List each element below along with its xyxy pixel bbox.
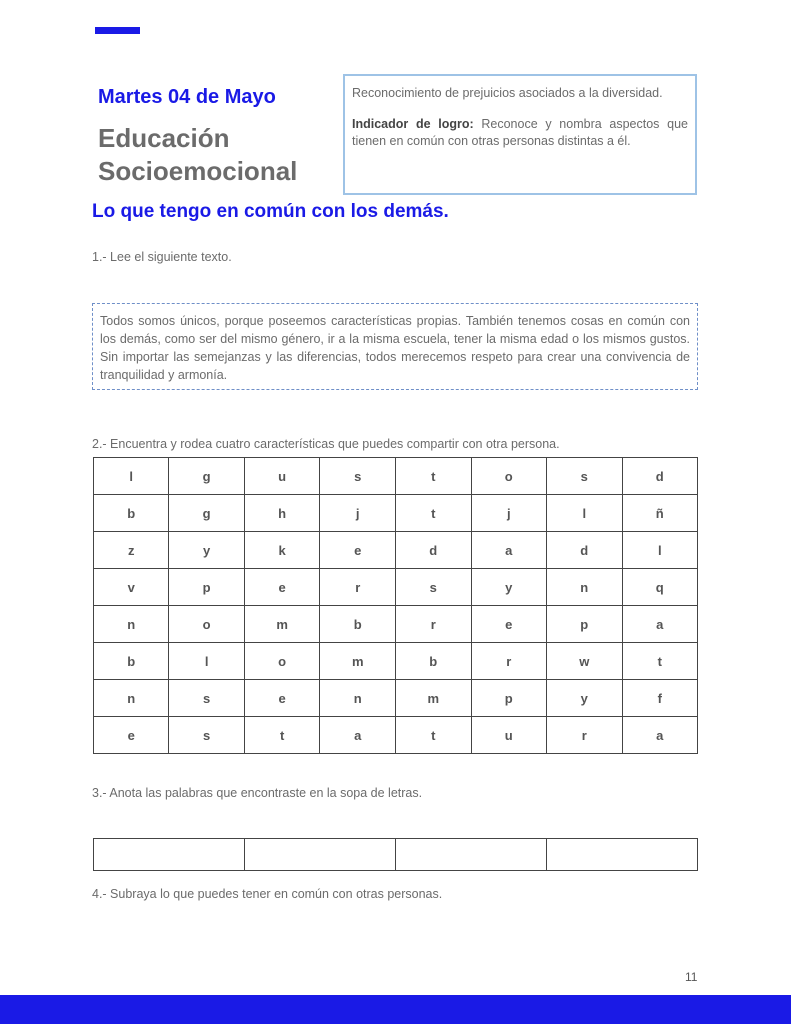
reading-text-box: Todos somos únicos, porque poseemos características propias. También tenemos cosas en común con los demás, como ser del mismo género, ir a la misma escuela, tener la misma edad o los mismos gustos. Sin importar las semejanzas y las diferencias, todos merecemos respeto para crear una convivencia de tranquilidad y armonía. bbox=[92, 303, 698, 390]
grid-cell[interactable]: e bbox=[244, 680, 320, 717]
grid-cell[interactable]: b bbox=[94, 495, 169, 532]
grid-cell[interactable]: m bbox=[244, 606, 320, 643]
purpose-text: Reconocimiento de prejuicios asociados a la diversidad. bbox=[352, 86, 663, 100]
grid-cell[interactable]: o bbox=[244, 643, 320, 680]
grid-cell[interactable]: y bbox=[547, 680, 623, 717]
grid-cell[interactable]: e bbox=[244, 569, 320, 606]
grid-cell[interactable]: t bbox=[396, 458, 472, 495]
grid-row bbox=[94, 495, 698, 532]
grid-cell[interactable]: z bbox=[94, 532, 169, 569]
subject-heading bbox=[98, 122, 328, 188]
grid-cell[interactable]: e bbox=[471, 606, 546, 643]
grid-cell[interactable]: d bbox=[547, 532, 623, 569]
grid-cell[interactable]: b bbox=[94, 643, 169, 680]
grid-cell[interactable]: k bbox=[244, 532, 320, 569]
grid-cell[interactable]: m bbox=[396, 680, 472, 717]
grid-cell[interactable]: t bbox=[244, 717, 320, 754]
grid-cell[interactable]: u bbox=[471, 717, 546, 754]
grid-cell[interactable]: d bbox=[622, 458, 697, 495]
grid-cell[interactable]: v bbox=[94, 569, 169, 606]
grid-cell[interactable]: y bbox=[169, 532, 244, 569]
grid-cell[interactable]: j bbox=[471, 495, 546, 532]
grid-cell[interactable]: y bbox=[471, 569, 546, 606]
grid-cell[interactable]: a bbox=[471, 532, 546, 569]
grid-row bbox=[94, 606, 698, 643]
grid-cell[interactable]: p bbox=[169, 569, 244, 606]
grid-cell[interactable]: n bbox=[94, 680, 169, 717]
grid-cell[interactable]: g bbox=[169, 458, 244, 495]
grid-cell[interactable]: g bbox=[169, 495, 244, 532]
grid-row bbox=[94, 458, 698, 495]
grid-cell[interactable]: j bbox=[320, 495, 396, 532]
grid-row bbox=[94, 643, 698, 680]
grid-cell[interactable]: s bbox=[169, 717, 244, 754]
grid-cell[interactable]: l bbox=[94, 458, 169, 495]
page-number: 11 bbox=[685, 970, 698, 984]
indicator-paragraph bbox=[352, 116, 688, 150]
grid-cell[interactable]: b bbox=[320, 606, 396, 643]
subject-line-1: Educación bbox=[98, 123, 230, 153]
grid-cell[interactable]: l bbox=[169, 643, 244, 680]
grid-cell[interactable]: l bbox=[547, 495, 623, 532]
grid-cell[interactable]: e bbox=[320, 532, 396, 569]
answer-cell-1[interactable] bbox=[94, 839, 245, 871]
grid-cell[interactable]: a bbox=[622, 717, 697, 754]
grid-cell[interactable]: s bbox=[547, 458, 623, 495]
grid-cell[interactable]: n bbox=[547, 569, 623, 606]
grid-cell[interactable]: b bbox=[396, 643, 472, 680]
grid-cell[interactable]: a bbox=[622, 606, 697, 643]
answer-cell-3[interactable] bbox=[396, 839, 547, 871]
learning-objective-box bbox=[343, 74, 697, 195]
grid-cell[interactable]: p bbox=[471, 680, 546, 717]
grid-cell[interactable]: m bbox=[320, 643, 396, 680]
step-1-instruction: 1.- Lee el siguiente texto. bbox=[92, 250, 232, 264]
subject-line-2: Socioemocional bbox=[98, 156, 298, 186]
grid-cell[interactable]: u bbox=[244, 458, 320, 495]
grid-cell[interactable]: q bbox=[622, 569, 697, 606]
step-2-instruction: 2.- Encuentra y rodea cuatro características que puedes compartir con otra persona. bbox=[92, 437, 560, 451]
grid-cell[interactable]: t bbox=[396, 717, 472, 754]
indicator-text: Reconoce y nombra aspectos que tienen en común con otras personas distintas a él. bbox=[352, 117, 688, 148]
grid-cell[interactable]: w bbox=[547, 643, 623, 680]
grid-cell[interactable]: s bbox=[320, 458, 396, 495]
grid-cell[interactable]: r bbox=[320, 569, 396, 606]
grid-cell[interactable]: t bbox=[396, 495, 472, 532]
grid-cell[interactable]: o bbox=[169, 606, 244, 643]
grid-cell[interactable]: n bbox=[320, 680, 396, 717]
top-accent-bar bbox=[95, 27, 140, 34]
grid-row bbox=[94, 569, 698, 606]
grid-cell[interactable]: e bbox=[94, 717, 169, 754]
grid-cell[interactable]: s bbox=[169, 680, 244, 717]
grid-cell[interactable]: n bbox=[94, 606, 169, 643]
grid-cell[interactable]: p bbox=[547, 606, 623, 643]
grid-cell[interactable]: d bbox=[396, 532, 472, 569]
date-heading: Martes 04 de Mayo bbox=[98, 86, 276, 108]
grid-cell[interactable]: a bbox=[320, 717, 396, 754]
grid-cell[interactable]: s bbox=[396, 569, 472, 606]
grid-cell[interactable]: r bbox=[547, 717, 623, 754]
step-3-instruction: 3.- Anota las palabras que encontraste en la sopa de letras. bbox=[92, 786, 423, 800]
answer-cell-2[interactable] bbox=[245, 839, 396, 871]
grid-cell[interactable]: t bbox=[622, 643, 697, 680]
grid-cell[interactable]: l bbox=[622, 532, 697, 569]
step-4-instruction: 4.- Subraya lo que puedes tener en común con otras personas. bbox=[92, 887, 443, 901]
grid-cell[interactable]: r bbox=[396, 606, 472, 643]
grid-row bbox=[94, 680, 698, 717]
grid-cell[interactable]: h bbox=[244, 495, 320, 532]
indicator-label: Indicador de logro: bbox=[352, 117, 474, 131]
lesson-title: Lo que tengo en común con los demás. bbox=[92, 201, 449, 222]
answer-table bbox=[93, 838, 698, 871]
answer-cell-4[interactable] bbox=[547, 839, 698, 871]
bottom-accent-bar bbox=[0, 995, 791, 1024]
grid-cell[interactable]: f bbox=[622, 680, 697, 717]
grid-cell[interactable]: o bbox=[471, 458, 546, 495]
grid-row bbox=[94, 532, 698, 569]
grid-cell[interactable]: ñ bbox=[622, 495, 697, 532]
word-search-grid[interactable] bbox=[93, 457, 698, 754]
grid-cell[interactable]: r bbox=[471, 643, 546, 680]
grid-row bbox=[94, 717, 698, 754]
